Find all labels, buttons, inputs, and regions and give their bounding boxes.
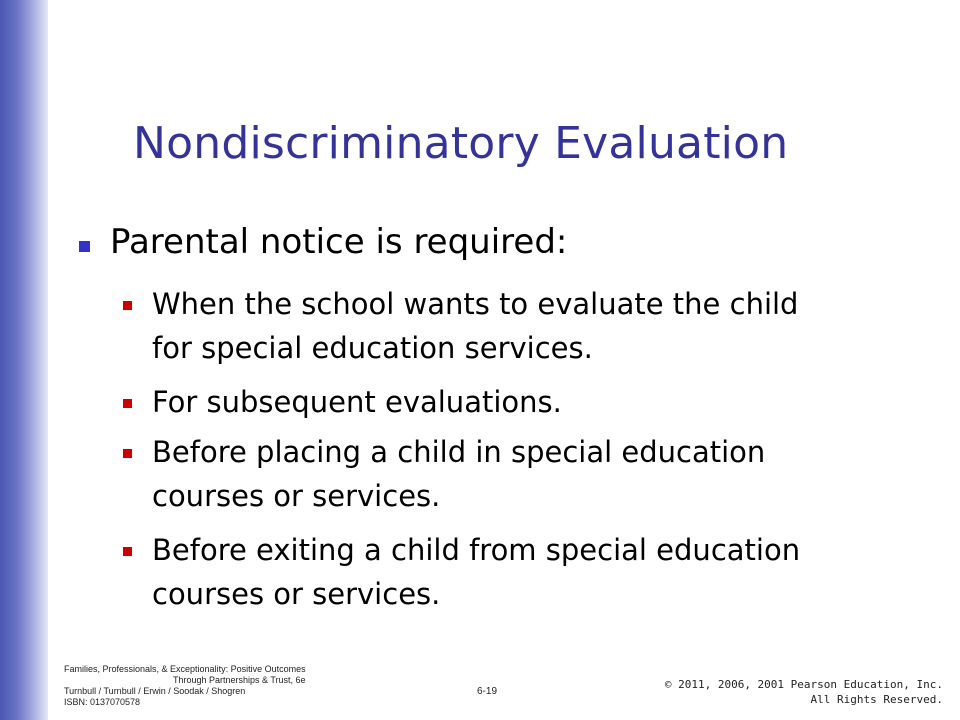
- copyright-notice: [665, 677, 943, 707]
- slide-title: Nondiscriminatory Evaluation: [133, 118, 789, 169]
- sub-bullet-line: Before exiting a child from special education: [152, 533, 801, 567]
- sub-bullet-line: for special education services.: [152, 331, 593, 365]
- sub-bullet-line: When the school wants to evaluate the child: [152, 287, 799, 321]
- sub-bullet-line: For subsequent evaluations.: [152, 385, 562, 419]
- citation-line: Turnbull / Turnbull / Erwin / Soodak / Shogren: [64, 686, 246, 696]
- sub-bullet-line: Before placing a child in special education: [152, 435, 766, 469]
- square-bullet-icon: [123, 301, 132, 310]
- sub-bullet-item: [152, 430, 765, 518]
- copyright-line: All Rights Reserved.: [810, 693, 943, 706]
- citation-line: Families, Professionals, & Exceptionality: Positive Outcomes: [64, 664, 306, 674]
- sub-bullet-item: [152, 282, 798, 370]
- book-citation: [64, 664, 306, 708]
- slide-number: 6-19: [477, 686, 498, 697]
- citation-line: ISBN: 0137070578: [64, 697, 141, 707]
- decorative-side-bar: [0, 0, 48, 720]
- citation-line: Through Partnerships & Trust, 6e: [173, 675, 306, 685]
- copyright-line: © 2011, 2006, 2001 Pearson Education, Inc.: [664, 678, 943, 691]
- sub-bullet-item: [152, 528, 800, 616]
- sub-bullet-line: courses or services.: [152, 577, 441, 611]
- square-bullet-icon: [123, 449, 132, 458]
- square-bullet-icon: [79, 241, 90, 252]
- main-bullet-text: Parental notice is required:: [110, 222, 568, 262]
- square-bullet-icon: [123, 547, 132, 556]
- sub-bullet-item: [152, 380, 562, 424]
- sub-bullet-line: courses or services.: [152, 479, 441, 513]
- square-bullet-icon: [123, 399, 132, 408]
